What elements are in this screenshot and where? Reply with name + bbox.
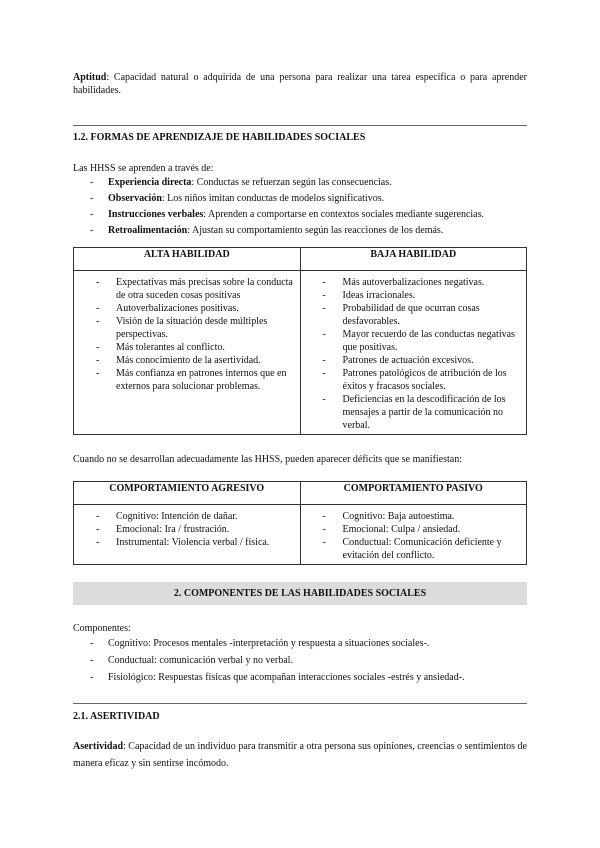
alta-cell — [74, 271, 301, 435]
column-header-pasivo: COMPORTAMIENTO PASIVO — [300, 482, 527, 505]
section-2-body — [73, 622, 527, 684]
baja-list — [307, 276, 521, 432]
list-item: - Más tolerantes al conflicto. — [80, 341, 294, 354]
list-item: - Visión de la situación desde múltiples perspectivas. — [80, 315, 294, 341]
list-item — [73, 176, 527, 189]
item-term: Retroalimentación — [108, 225, 188, 236]
components-list — [73, 637, 527, 684]
learning-forms-list — [73, 176, 527, 237]
item-text: : Aprenden a comportarse en contextos sociales mediante sugerencias. — [203, 209, 485, 220]
item-term: Experiencia directa — [108, 177, 192, 188]
list-item — [73, 208, 527, 221]
item-text: : Los niños imitan conductas de modelos significativos. — [161, 193, 385, 204]
list-item: - Ideas irracionales. — [307, 289, 521, 302]
list-item — [73, 192, 527, 205]
aptitud-definition — [73, 71, 527, 97]
item-text: : Conductas se refuerzan según las consecuencias. — [191, 177, 392, 188]
asertividad-text: : Capacidad de un individuo para transmitir a otra persona sus opiniones, creencias o sentimientos de manera eficaz y sin sentirse incómodo. — [73, 741, 527, 769]
list-item: - Deficiencias en la descodificación de los mensajes a partir de la comunicación no verbal. — [307, 393, 521, 432]
pasivo-cell — [300, 505, 527, 565]
section-2-1-title: 2.1. ASERTIVIDAD — [73, 711, 160, 722]
alta-list — [80, 276, 294, 393]
asertividad-term: Asertividad — [73, 741, 123, 752]
list-item: - Autoverbalizaciones positivas. — [80, 302, 294, 315]
section-2-title: 2. COMPONENTES DE LAS HABILIDADES SOCIALES — [73, 582, 527, 605]
item-text: : Ajustan su comportamiento según las reacciones de los demás. — [187, 225, 444, 236]
item-term: Instrucciones verbales — [108, 209, 204, 220]
list-item: - Cognitivo: Intención de dañar. — [80, 510, 294, 523]
list-item: - Más autoverbalizaciones negativas. — [307, 276, 521, 289]
deficit-text: Cuando no se desarrollan adecuadamente las HHSS, pueden aparecer déficits que se manifiestan: — [73, 454, 463, 465]
aptitud-term: Aptitud — [73, 72, 107, 83]
agresivo-list — [80, 510, 294, 549]
list-item: - Expectativas más precisas sobre la conducta de otra suceden cosas positivas — [80, 276, 294, 302]
aptitud-text: : Capacidad natural o adquirida de una persona para realizar una tarea específica o para aprender habilidades. — [73, 72, 527, 96]
list-item: - Conductual: comunicación verbal y no verbal. — [73, 654, 527, 667]
baja-cell — [300, 271, 527, 435]
section-1-2-title: 1.2. FORMAS DE APRENDIZAJE DE HABILIDADES SOCIALES — [73, 132, 366, 143]
comportamiento-table — [73, 481, 527, 565]
list-item: - Emocional: Ira / frustración. — [80, 523, 294, 536]
section-divider — [73, 125, 527, 126]
habilidad-table — [73, 247, 527, 435]
asertividad-definition — [73, 738, 527, 772]
list-item: - Más confianza en patrones internos que en externos para solucionar problemas. — [80, 367, 294, 393]
item-term: Observación — [108, 193, 162, 204]
column-header-baja: BAJA HABILIDAD — [300, 248, 527, 271]
list-item: - Más conocimiento de la asertividad. — [80, 354, 294, 367]
list-item: - Fisiológico: Respuestas físicas que acompañan interacciones sociales -estrés y ansiedad-. — [73, 671, 527, 684]
list-item: - Cognitivo: Baja autoestima. — [307, 510, 521, 523]
section-1-2-intro: Las HHSS se aprenden a través de: — [73, 163, 214, 174]
list-item: - Emocional: Culpa / ansiedad. — [307, 523, 521, 536]
list-item: - Cognitivo: Procesos mentales -interpretación y respuesta a situaciones sociales-. — [73, 637, 527, 650]
list-item: - Patrones patológicos de atribución de los éxitos y fracasos sociales. — [307, 367, 521, 393]
list-item — [73, 224, 527, 237]
list-item: - Patrones de actuación excesivos. — [307, 354, 521, 367]
list-item: - Conductual: Comunicación deficiente y evitación del conflicto. — [307, 536, 521, 562]
section-divider — [73, 703, 527, 704]
pasivo-list — [307, 510, 521, 562]
section-2-intro: Componentes: — [73, 623, 131, 634]
list-item: - Probabilidad de que ocurran cosas desfavorables. — [307, 302, 521, 328]
column-header-agresivo: COMPORTAMIENTO AGRESIVO — [74, 482, 301, 505]
list-item: - Instrumental: Violencia verbal / física. — [80, 536, 294, 549]
section-1-2-body — [73, 162, 527, 237]
column-header-alta: ALTA HABILIDAD — [74, 248, 301, 271]
list-item: - Mayor recuerdo de las conductas negativas que positivas. — [307, 328, 521, 354]
agresivo-cell — [74, 505, 301, 565]
